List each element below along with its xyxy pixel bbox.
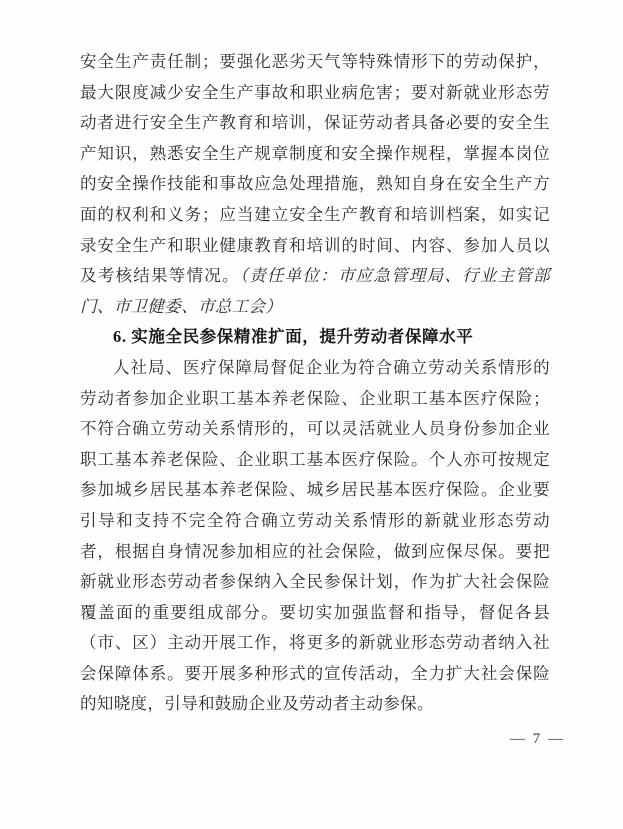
page-number: — 7 — (510, 731, 565, 747)
responsible-unit-note: （责任单位：市应急管理局、行业主管部门、市卫健委、市总工会） (80, 266, 550, 316)
paragraph-safety-text: 安全生产责任制；要强化恶劣天气等特殊情形下的劳动保护，最大限度减少安全生产事故和职业病危害；要对新就业形态劳动者进行安全生产教育和培训，保证劳动者具备必要的安全生产知识，熟悉安全生产规章制度和安全操作规程，掌握本岗位的安全操作技能和事故应急处理措施，熟知自身在安全生产方面的权利和义务；应当建立安全生产教育和培训档案，如实记录安全生产和职业健康教育和培训的时间、内容、参加人员以及考核结果等情况。 (80, 52, 550, 286)
section-heading-6: 6. 实施全民参保精准扩面，提升劳动者保障水平 (113, 327, 474, 347)
page-footer (510, 731, 565, 748)
paragraph-social-insurance: 人社局、医疗保障局督促企业为符合确立劳动关系情形的劳动者参加企业职工基本养老保险、企业职工基本医疗保险；不符合确立劳动关系情形的，可以灵活就业人员身份参加企业职工基本养老保险、企业职工基本医疗保险。个人亦可按规定参加城乡居民基本养老保险、城乡居民基本医疗保险。企业要引导和支持不完全符合确立劳动关系情形的新就业形态劳动者，根据自身情况参加相应的社会保险，做到应保尽保。要把新就业形态劳动者参保纳入全民参保计划，作为扩大社会保险覆盖面的重要组成部分。要切实加强监督和指导，督促各县（市、区）主动开展工作，将更多的新就业形态劳动者纳入社会保障体系。要开展多种形式的宣传活动，全力扩大社会保险的知晓度，引导和鼓励企业及劳动者主动参保。 (80, 357, 550, 714)
paragraph-safety-production (80, 47, 550, 322)
document-body (80, 47, 550, 720)
